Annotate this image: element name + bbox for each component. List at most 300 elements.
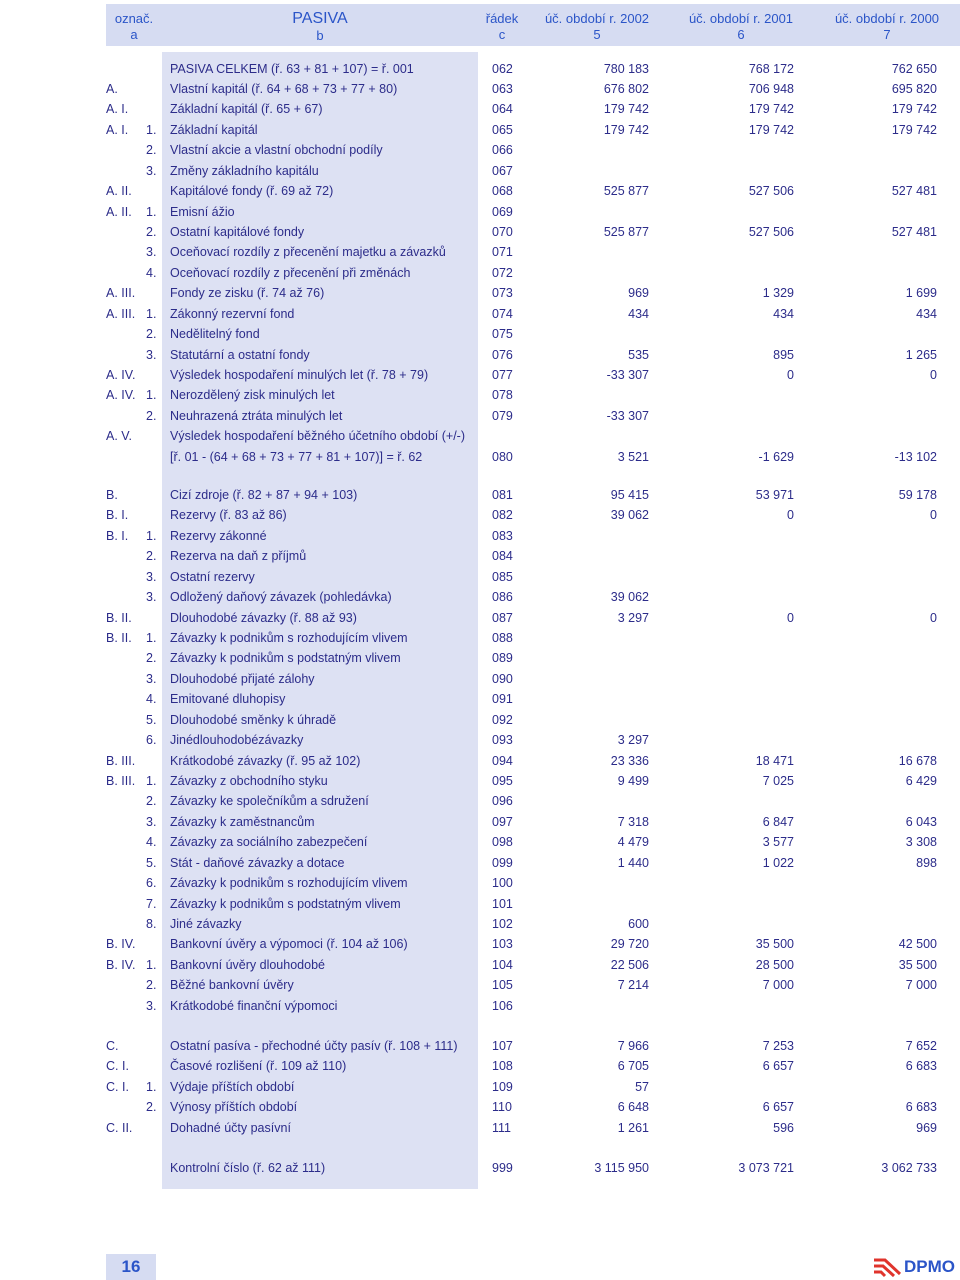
table-row	[0, 59, 960, 79]
cell-value-2001: 0	[787, 508, 794, 523]
table-row	[0, 771, 960, 791]
cell-value-2001: 1 329	[762, 286, 794, 301]
table-row	[0, 934, 960, 954]
cell-item-number: 2.	[146, 408, 157, 423]
cell-value-2000: 762 650	[891, 61, 937, 76]
cell-value-2002: -33 307	[606, 367, 649, 382]
cell-item-number: 2.	[146, 143, 157, 158]
cell-value-2000: 179 742	[891, 102, 937, 117]
cell-oznac: C. I.	[106, 1059, 129, 1074]
cell-item-number: 2.	[146, 224, 157, 239]
cell-value-2000: 898	[916, 855, 937, 870]
cell-item-number: 3.	[146, 814, 157, 829]
page-number: 16	[121, 1257, 141, 1276]
cell-value-2001: 0	[787, 367, 794, 382]
cell-value-2002: 29 720	[610, 937, 649, 952]
cell-value-2002: 434	[628, 306, 649, 321]
cell-value-2001: 179 742	[748, 122, 794, 137]
cell-value-2000: 1 699	[905, 286, 937, 301]
table-row	[0, 485, 960, 505]
cell-item-label: Dlouhodobé směnky k úhradě	[170, 712, 337, 727]
cell-value-2000: 3 062 733	[881, 1161, 937, 1175]
table-row	[0, 1056, 960, 1076]
cell-item-label: Výsledek hospodaření minulých let (ř. 78 + 79)	[170, 367, 429, 382]
table-row	[0, 1158, 960, 1178]
cell-value-2002: 57	[635, 1079, 649, 1094]
cell-item-label: Kapitálové fondy (ř. 69 až 72)	[170, 184, 334, 199]
cell-item-number: 6.	[146, 733, 157, 748]
cell-item-label: Výsledek hospodaření běžného účetního období (+/-)	[170, 429, 465, 444]
cell-value-2001: 1 022	[762, 855, 794, 870]
cell-value-2001: 596	[773, 1120, 794, 1135]
header-year-2001: úč. období r. 2001 6	[688, 11, 794, 42]
cell-item-label: Rezerva na daň z příjmů	[170, 549, 307, 564]
cell-value-2002: 179 742	[603, 102, 649, 117]
cell-value-2001: 0	[787, 610, 794, 625]
cell-oznac: B. II.	[106, 631, 132, 645]
cell-item-label: Výdaje příštích období	[170, 1079, 295, 1094]
dpmo-logo-text: DPMO	[904, 1257, 955, 1276]
cell-item-label: Závazky k podnikům s rozhodujícím vlivem	[170, 631, 408, 645]
table-row	[0, 99, 960, 119]
cell-oznac: B.	[106, 488, 118, 502]
cell-row-code: 099	[492, 855, 513, 870]
table-row	[0, 832, 960, 852]
cell-item-number: 2.	[146, 978, 157, 993]
cell-value-2002: -33 307	[606, 408, 649, 423]
table-row	[0, 812, 960, 832]
cell-value-2001: 768 172	[748, 61, 794, 76]
table-row	[0, 242, 960, 262]
cell-value-2001: -1 629	[758, 449, 794, 464]
cell-oznac: A. II.	[106, 204, 132, 219]
table-row	[0, 751, 960, 771]
cell-item-label: Jinédlouhodobézávazky	[170, 733, 304, 748]
cell-item-label: Vlastní akcie a vlastní obchodní podíly	[170, 143, 383, 158]
cell-oznac: B. II.	[106, 610, 132, 625]
cell-item-number: 5.	[146, 712, 157, 727]
cell-oznac: A. III.	[106, 286, 136, 301]
cell-row-code: 103	[492, 937, 513, 952]
cell-row-code: 108	[492, 1059, 513, 1074]
cell-oznac: A. V.	[106, 429, 132, 444]
cell-item-label: Bankovní úvěry a výpomoci (ř. 104 až 106)	[170, 937, 408, 952]
cell-value-2001: 7 000	[762, 978, 794, 993]
cell-item-label: Krátkodobé finanční výpomoci	[170, 998, 338, 1013]
dpmo-logo-mark-icon	[872, 1256, 902, 1278]
cell-item-label: Běžné bankovní úvěry	[170, 978, 294, 993]
table-row	[0, 385, 960, 405]
cell-item-label: Bankovní úvěry dlouhodobé	[170, 957, 325, 972]
table-row	[0, 202, 960, 222]
cell-value-2002: 9 499	[617, 774, 649, 789]
cell-value-2000: 3 308	[905, 835, 937, 850]
cell-row-code: 094	[492, 753, 513, 768]
cell-value-2000: 6 683	[905, 1100, 937, 1115]
table-row	[0, 567, 960, 587]
table-row	[0, 283, 960, 303]
cell-value-2002: 1 440	[617, 855, 649, 870]
cell-item-number: 1.	[146, 957, 157, 972]
cell-item-number: 4.	[146, 692, 157, 707]
cell-row-code: 082	[492, 508, 513, 523]
cell-item-label: Nedělitelný fond	[170, 327, 260, 342]
cell-row-code: 067	[492, 163, 513, 178]
table-row	[0, 263, 960, 283]
cell-item-label: Závazky za sociálního zabezpečení	[170, 835, 368, 850]
cell-value-2000: 35 500	[898, 957, 937, 972]
cell-value-2002: 535	[628, 347, 649, 362]
cell-row-code: 083	[492, 528, 513, 543]
cell-item-label: Stát - daňové závazky a dotace	[170, 855, 345, 870]
cell-oznac: A. IV.	[106, 367, 136, 382]
cell-item-label: Odložený daňový závazek (pohledávka)	[170, 590, 392, 605]
cell-row-code: 068	[492, 184, 513, 199]
table-row	[0, 140, 960, 160]
cell-row-code: 080	[492, 449, 513, 464]
cell-oznac: B. I.	[106, 508, 129, 523]
cell-item-label: Rezervy (ř. 83 až 86)	[170, 508, 287, 523]
cell-value-2002: 600	[628, 917, 649, 932]
cell-value-2000: 6 429	[905, 774, 937, 789]
cell-value-2002: 969	[628, 286, 649, 301]
cell-value-2000: 6 043	[905, 814, 937, 829]
cell-row-code: 107	[492, 1039, 513, 1053]
cell-item-number: 1.	[146, 204, 157, 219]
cell-value-2002: 3 297	[617, 733, 649, 748]
cell-row-code: 081	[492, 488, 513, 502]
cell-item-label: Rezervy zákonné	[170, 528, 267, 543]
cell-value-2002: 179 742	[603, 122, 649, 137]
cell-item-number: 1.	[146, 388, 157, 403]
cell-item-number: 2.	[146, 327, 157, 342]
cell-value-2000: 16 678	[898, 753, 937, 768]
cell-oznac: A. I.	[106, 122, 129, 137]
cell-row-code: 084	[492, 549, 513, 564]
cell-value-2002: 6 705	[617, 1059, 649, 1074]
cell-value-2000: 0	[930, 508, 937, 523]
table-row	[0, 1036, 960, 1056]
cell-value-2002: 780 183	[603, 61, 649, 76]
cell-item-number: 2.	[146, 651, 157, 666]
cell-row-code: 062	[492, 61, 513, 76]
table-row	[0, 120, 960, 140]
cell-item-label: Emisní ážio	[170, 204, 235, 219]
table-row	[0, 975, 960, 995]
cell-value-2002: 95 415	[610, 488, 649, 502]
cell-row-code: 999	[492, 1161, 513, 1175]
cell-oznac: B. I.	[106, 528, 129, 543]
cell-value-2002: 1 261	[617, 1120, 649, 1135]
cell-value-2002: 3 521	[617, 449, 649, 464]
cell-row-code: 095	[492, 774, 513, 789]
cell-oznac: B. IV.	[106, 937, 136, 952]
table-row	[0, 648, 960, 668]
cell-value-2002: 525 877	[603, 184, 649, 199]
table-row	[0, 1077, 960, 1097]
table-row	[0, 730, 960, 750]
table-row	[0, 222, 960, 242]
header-year-2002: úč. období r. 2002 5	[544, 11, 650, 42]
cell-value-2000: 0	[930, 367, 937, 382]
cell-value-2001: 7 025	[762, 774, 794, 789]
table-row	[0, 873, 960, 893]
cell-value-2000: 42 500	[898, 937, 937, 952]
cell-oznac: B. III.	[106, 753, 136, 768]
cell-item-number: 4.	[146, 835, 157, 850]
table-row	[0, 914, 960, 934]
cell-item-label: Závazky k podnikům s podstatným vlivem	[170, 651, 401, 666]
cell-row-code: 092	[492, 712, 513, 727]
cell-value-2001: 434	[773, 306, 794, 321]
cell-item-number: 1.	[146, 631, 157, 645]
cell-item-label: Výnosy příštích období	[170, 1100, 298, 1115]
cell-item-number: 1.	[146, 1079, 157, 1094]
header-radek: řádek c	[485, 11, 519, 42]
cell-value-2001: 6 657	[762, 1059, 794, 1074]
table-row	[0, 894, 960, 914]
table-row	[0, 1097, 960, 1117]
cell-oznac: C. I.	[106, 1079, 129, 1094]
table-row	[0, 853, 960, 873]
cell-item-label: Jiné závazky	[170, 917, 242, 932]
cell-value-2000: 969	[916, 1120, 937, 1135]
cell-value-2000: 695 820	[891, 81, 937, 96]
cell-value-2001: 6 847	[762, 814, 794, 829]
cell-item-label: Závazky ke společníkům a sdružení	[170, 794, 369, 809]
cell-item-number: 1.	[146, 528, 157, 543]
cell-value-2002: 6 648	[617, 1100, 649, 1115]
cell-item-label: Změny základního kapitálu	[170, 163, 319, 178]
table-row	[0, 526, 960, 546]
cell-oznac: A. III.	[106, 306, 136, 321]
cell-row-code: 074	[492, 306, 513, 321]
cell-oznac: A. I.	[106, 102, 129, 117]
cell-value-2002: 7 214	[617, 978, 649, 993]
cell-value-2000: 527 481	[891, 184, 937, 199]
cell-row-code: 069	[492, 204, 513, 219]
cell-item-label: Dlouhodobé přijaté zálohy	[170, 671, 315, 686]
cell-row-code: 109	[492, 1079, 513, 1094]
cell-value-2001: 28 500	[755, 957, 794, 972]
cell-item-label: Závazky z obchodního styku	[170, 774, 328, 789]
cell-row-code: 102	[492, 917, 513, 932]
cell-item-label: Závazky k podnikům s rozhodujícím vlivem	[170, 876, 408, 891]
cell-row-code: 105	[492, 978, 513, 993]
table-row	[0, 1118, 960, 1138]
cell-row-code: 098	[492, 835, 513, 850]
cell-value-2000: 6 683	[905, 1059, 937, 1074]
cell-oznac: C. II.	[106, 1120, 133, 1135]
table-row	[0, 955, 960, 975]
cell-item-label: [ř. 01 - (64 + 68 + 73 + 77 + 81 + 107)] = ř. 62	[170, 449, 423, 464]
table-row	[0, 546, 960, 566]
cell-value-2000: 1 265	[905, 347, 937, 362]
cell-row-code: 077	[492, 367, 513, 382]
table-row	[0, 365, 960, 385]
cell-oznac: B. IV.	[106, 957, 136, 972]
cell-item-label: Oceňovací rozdíly z přecenění majetku a závazků	[170, 245, 446, 260]
cell-row-code: 079	[492, 408, 513, 423]
cell-row-code: 097	[492, 814, 513, 829]
header-pasiva: PASIVA b	[292, 10, 348, 43]
table-row	[0, 161, 960, 181]
cell-item-number: 3.	[146, 347, 157, 362]
cell-value-2002: 3 115 950	[594, 1161, 649, 1175]
cell-oznac: A.	[106, 81, 118, 96]
cell-row-code: 089	[492, 651, 513, 666]
cell-item-label: Ostatní pasíva - přechodné účty pasív (ř. 108 + 111)	[170, 1039, 458, 1053]
cell-row-code: 101	[492, 896, 513, 911]
cell-row-code: 085	[492, 569, 513, 584]
table-row	[0, 587, 960, 607]
cell-row-code: 076	[492, 347, 513, 362]
table-row	[0, 304, 960, 324]
cell-row-code: 064	[492, 102, 513, 117]
table-row	[0, 710, 960, 730]
cell-value-2002: 525 877	[603, 224, 649, 239]
cell-value-2001: 35 500	[755, 937, 794, 952]
cell-item-number: 7.	[146, 896, 157, 911]
cell-value-2002: 3 297	[617, 610, 649, 625]
cell-row-code: 091	[492, 692, 513, 707]
cell-oznac: B. III.	[106, 774, 136, 789]
table-row	[0, 181, 960, 201]
cell-item-number: 3.	[146, 590, 157, 605]
cell-item-label: Kontrolní číslo (ř. 62 až 111)	[170, 1161, 326, 1175]
cell-row-code: 106	[492, 998, 513, 1013]
cell-value-2002: 22 506	[610, 957, 649, 972]
cell-row-code: 078	[492, 388, 513, 403]
cell-value-2000: -13 102	[894, 449, 937, 464]
cell-item-number: 2.	[146, 794, 157, 809]
cell-row-code: 063	[492, 81, 513, 96]
cell-item-label: Ostatní kapitálové fondy	[170, 224, 305, 239]
cell-item-number: 8.	[146, 917, 157, 932]
cell-row-code: 070	[492, 224, 513, 239]
cell-item-number: 1.	[146, 774, 157, 789]
cell-item-number: 4.	[146, 265, 157, 280]
cell-value-2000: 7 000	[905, 978, 937, 993]
cell-row-code: 110	[492, 1100, 512, 1115]
cell-value-2002: 39 062	[610, 590, 649, 605]
cell-value-2001: 7 253	[762, 1039, 794, 1053]
cell-item-label: Neuhrazená ztráta minulých let	[170, 408, 343, 423]
cell-row-code: 066	[492, 143, 513, 158]
cell-item-number: 3.	[146, 569, 157, 584]
cell-item-label: Oceňovací rozdíly z přecenění při změnách	[170, 265, 411, 280]
cell-row-code: 111	[492, 1120, 512, 1135]
cell-oznac: A. IV.	[106, 388, 136, 403]
cell-value-2001: 3 577	[762, 835, 794, 850]
cell-item-label: Nerozdělený zisk minulých let	[170, 388, 335, 403]
cell-item-label: Krátkodobé závazky (ř. 95 až 102)	[170, 753, 361, 768]
table-row	[0, 608, 960, 628]
cell-item-number: 6.	[146, 876, 157, 891]
cell-item-number: 2.	[146, 549, 157, 564]
table-row	[0, 505, 960, 525]
cell-value-2001: 18 471	[755, 753, 794, 768]
cell-item-number: 3.	[146, 245, 157, 260]
cell-item-label: Ostatní rezervy	[170, 569, 255, 584]
cell-item-label: Dohadné účty pasívní	[170, 1120, 291, 1135]
cell-row-code: 073	[492, 286, 513, 301]
cell-row-code: 072	[492, 265, 513, 280]
table-row	[0, 669, 960, 689]
cell-row-code: 086	[492, 590, 513, 605]
cell-value-2000: 434	[916, 306, 937, 321]
cell-value-2002: 23 336	[610, 753, 649, 768]
cell-value-2000: 59 178	[898, 488, 937, 502]
cell-value-2002: 7 966	[617, 1039, 649, 1053]
cell-row-code: 071	[492, 245, 513, 260]
cell-row-code: 104	[492, 957, 513, 972]
cell-value-2002: 676 802	[603, 81, 649, 96]
cell-value-2001: 3 073 721	[738, 1161, 794, 1175]
cell-item-number: 3.	[146, 998, 157, 1013]
table-row	[0, 345, 960, 365]
table-row	[0, 426, 960, 446]
cell-row-code: 100	[492, 876, 513, 891]
cell-value-2001: 895	[773, 347, 794, 362]
cell-value-2000: 527 481	[891, 224, 937, 239]
cell-value-2000: 179 742	[891, 122, 937, 137]
cell-item-label: Základní kapitál	[170, 122, 258, 137]
cell-value-2002: 39 062	[610, 508, 649, 523]
cell-row-code: 090	[492, 671, 513, 686]
cell-item-label: Cizí zdroje (ř. 82 + 87 + 94 + 103)	[170, 488, 358, 502]
header-year-2000: úč. období r. 2000 7	[834, 11, 940, 42]
table-row	[0, 79, 960, 99]
cell-item-label: Časové rozlišení (ř. 109 až 110)	[170, 1059, 347, 1074]
table-row	[0, 324, 960, 344]
table-row	[0, 996, 960, 1016]
cell-value-2001: 527 506	[748, 224, 794, 239]
cell-value-2001: 6 657	[762, 1100, 794, 1115]
table-row	[0, 406, 960, 426]
cell-value-2000: 0	[930, 610, 937, 625]
cell-item-label: PASIVA CELKEM (ř. 63 + 81 + 107) = ř. 001	[170, 61, 414, 76]
cell-row-code: 096	[492, 794, 513, 809]
cell-row-code: 065	[492, 122, 513, 137]
table-row	[0, 628, 960, 648]
table-row	[0, 791, 960, 811]
cell-row-code: 075	[492, 327, 513, 342]
cell-item-label: Statutární a ostatní fondy	[170, 347, 310, 362]
cell-oznac: A. II.	[106, 184, 132, 199]
header-oznac: označ. a	[114, 11, 154, 42]
cell-oznac: C.	[106, 1039, 119, 1053]
cell-item-label: Dlouhodobé závazky (ř. 88 až 93)	[170, 610, 357, 625]
cell-item-number: 1.	[146, 122, 157, 137]
cell-value-2002: 7 318	[617, 814, 649, 829]
cell-item-label: Emitované dluhopisy	[170, 692, 286, 707]
cell-item-label: Vlastní kapitál (ř. 64 + 68 + 73 + 77 + 80)	[170, 81, 398, 96]
cell-item-label: Základní kapitál (ř. 65 + 67)	[170, 102, 323, 117]
cell-item-number: 5.	[146, 855, 157, 870]
table-row	[0, 689, 960, 709]
cell-item-number: 3.	[146, 163, 157, 178]
cell-row-code: 088	[492, 631, 513, 645]
cell-value-2000: 7 652	[905, 1039, 937, 1053]
cell-value-2001: 179 742	[748, 102, 794, 117]
cell-item-label: Závazky k zaměstnancům	[170, 814, 315, 829]
cell-item-label: Zákonný rezervní fond	[170, 306, 295, 321]
cell-item-label: Fondy ze zisku (ř. 74 až 76)	[170, 286, 325, 301]
table-row	[0, 447, 960, 467]
cell-row-code: 087	[492, 610, 513, 625]
cell-value-2002: 4 479	[617, 835, 649, 850]
